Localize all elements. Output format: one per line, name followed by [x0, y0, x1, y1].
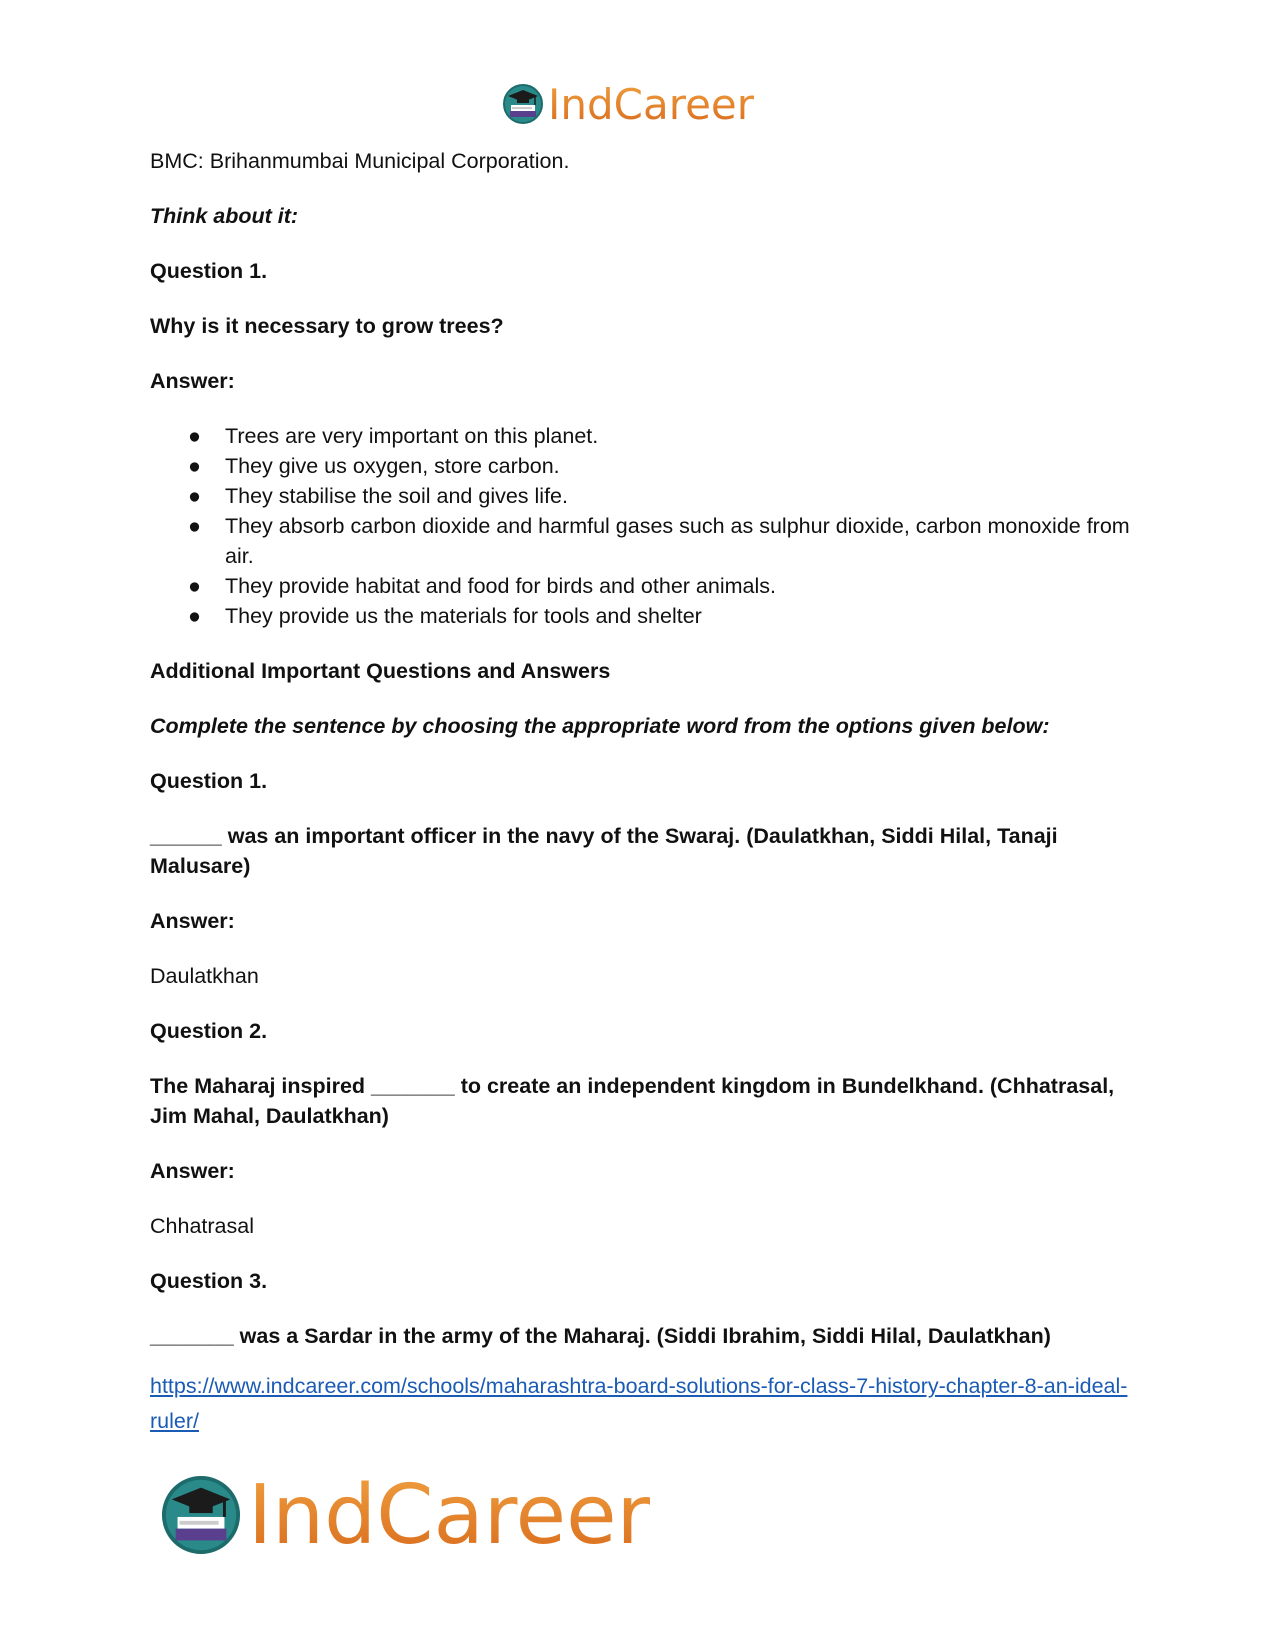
instruction-text: Complete the sentence by choosing the appropriate word from the options given below:: [150, 714, 1050, 738]
logo-text: IndCareer: [548, 79, 755, 129]
graduation-cap-books-globe-icon: [502, 83, 544, 125]
answer-label: Answer:: [150, 909, 235, 933]
logo-text: IndCareer: [248, 1467, 651, 1563]
bullet-icon: ●: [188, 454, 201, 478]
answer-text: Chhatrasal: [150, 1214, 254, 1238]
list-item: ● Trees are very important on this planet.: [150, 421, 1130, 451]
bullet-icon: ●: [188, 484, 201, 508]
graduation-cap-books-globe-icon: [160, 1474, 242, 1556]
question-text: The Maharaj inspired _______ to create an independent kingdom in Bundelkhand. (Chhatrasal, Jim Mahal, Daulatkhan): [150, 1074, 1115, 1128]
question-text: Why is it necessary to grow trees?: [150, 314, 504, 338]
question-label: Question 2.: [150, 1019, 268, 1043]
list-item: ● They provide habitat and food for birds and other animals.: [150, 571, 1130, 601]
answer-label: Answer:: [150, 369, 235, 393]
question-label: Question 1.: [150, 259, 268, 283]
bmc-definition: BMC: Brihanmumbai Municipal Corporation.: [150, 149, 570, 173]
answer-label: Answer:: [150, 1159, 235, 1183]
list-item: ● They absorb carbon dioxide and harmful gases such as sulphur dioxide, carbon monoxide from air.: [150, 511, 1130, 571]
additional-heading: Additional Important Questions and Answers: [150, 659, 611, 683]
answer-text: Daulatkhan: [150, 964, 259, 988]
header-logo: [502, 80, 754, 128]
list-item: ● They stabilise the soil and gives life.: [150, 481, 1130, 511]
think-heading: Think about it:: [150, 204, 299, 228]
answer-bullet-list: [150, 421, 1130, 631]
bullet-icon: ●: [188, 604, 201, 628]
list-item: ● They give us oxygen, store carbon.: [150, 451, 1130, 481]
question-text: _______ was a Sardar in the army of the Maharaj. (Siddi Ibrahim, Siddi Hilal, Daulatkhan): [150, 1324, 1051, 1348]
list-item: ● They provide us the materials for tools and shelter: [150, 601, 1130, 631]
bullet-icon: ●: [188, 514, 201, 538]
footer-logo: [160, 1467, 651, 1563]
source-url-link[interactable]: https://www.indcareer.com/schools/maharashtra-board-solutions-for-class-7-history-chapter-8-an-ideal-ruler/: [150, 1374, 1128, 1433]
document-body: [150, 146, 1130, 1439]
question-text: ______ was an important officer in the navy of the Swaraj. (Daulatkhan, Siddi Hilal, Tanaji Malusare): [150, 824, 1058, 878]
question-label: Question 3.: [150, 1269, 268, 1293]
question-label: Question 1.: [150, 769, 268, 793]
bullet-icon: ●: [188, 574, 201, 598]
bullet-icon: ●: [188, 424, 201, 448]
